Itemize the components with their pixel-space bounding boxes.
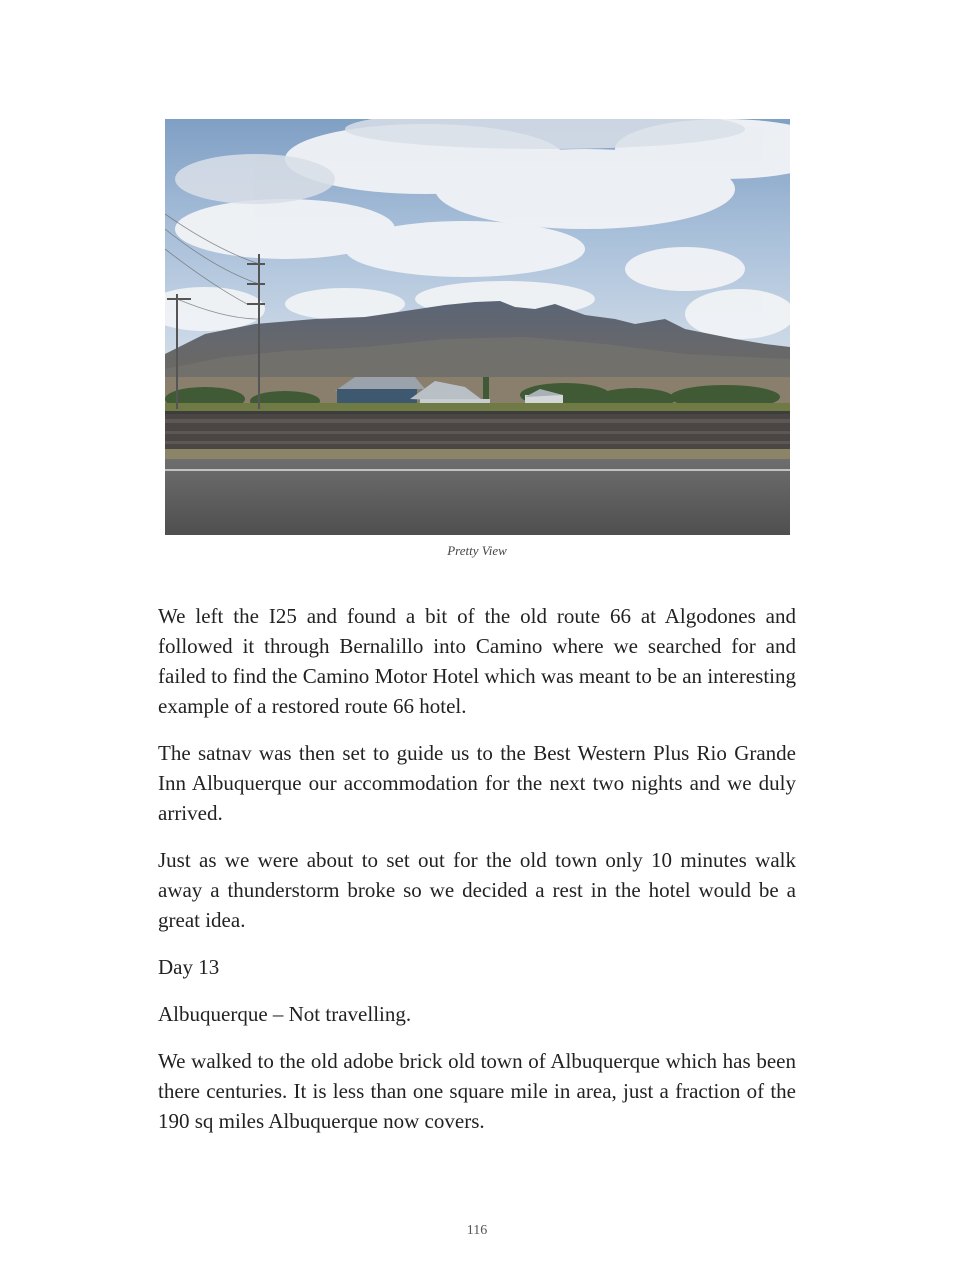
day-heading: Day 13 xyxy=(158,955,220,979)
figure-caption: Pretty View xyxy=(447,543,507,558)
location-line: Albuquerque – Not travelling. xyxy=(158,1002,412,1026)
body-text xyxy=(158,601,796,1153)
paragraph: We left the I25 and found a bit of the old route 66 at Algodones and followed it through Bernalillo into Camino where we searched for and failed to find the Camino Motor Hotel which was meant to be an interesting example of a restored route 66 hotel. xyxy=(158,604,796,718)
paragraph: The satnav was then set to guide us to the Best Western Plus Rio Grande Inn Albuquerque our accommodation for the next two nights and we duly arrived. xyxy=(158,741,796,825)
paragraph: We walked to the old adobe brick old town of Albuquerque which has been there centuries. It is less than one square mile in area, just a fraction of the 190 sq miles Albuquerque now covers. xyxy=(158,1049,796,1133)
landscape-photo xyxy=(165,119,790,535)
paragraph: Just as we were about to set out for the old town only 10 minutes walk away a thunderstorm broke so we decided a rest in the hotel would be a great idea. xyxy=(158,848,796,932)
page-number: 116 xyxy=(466,1223,488,1238)
